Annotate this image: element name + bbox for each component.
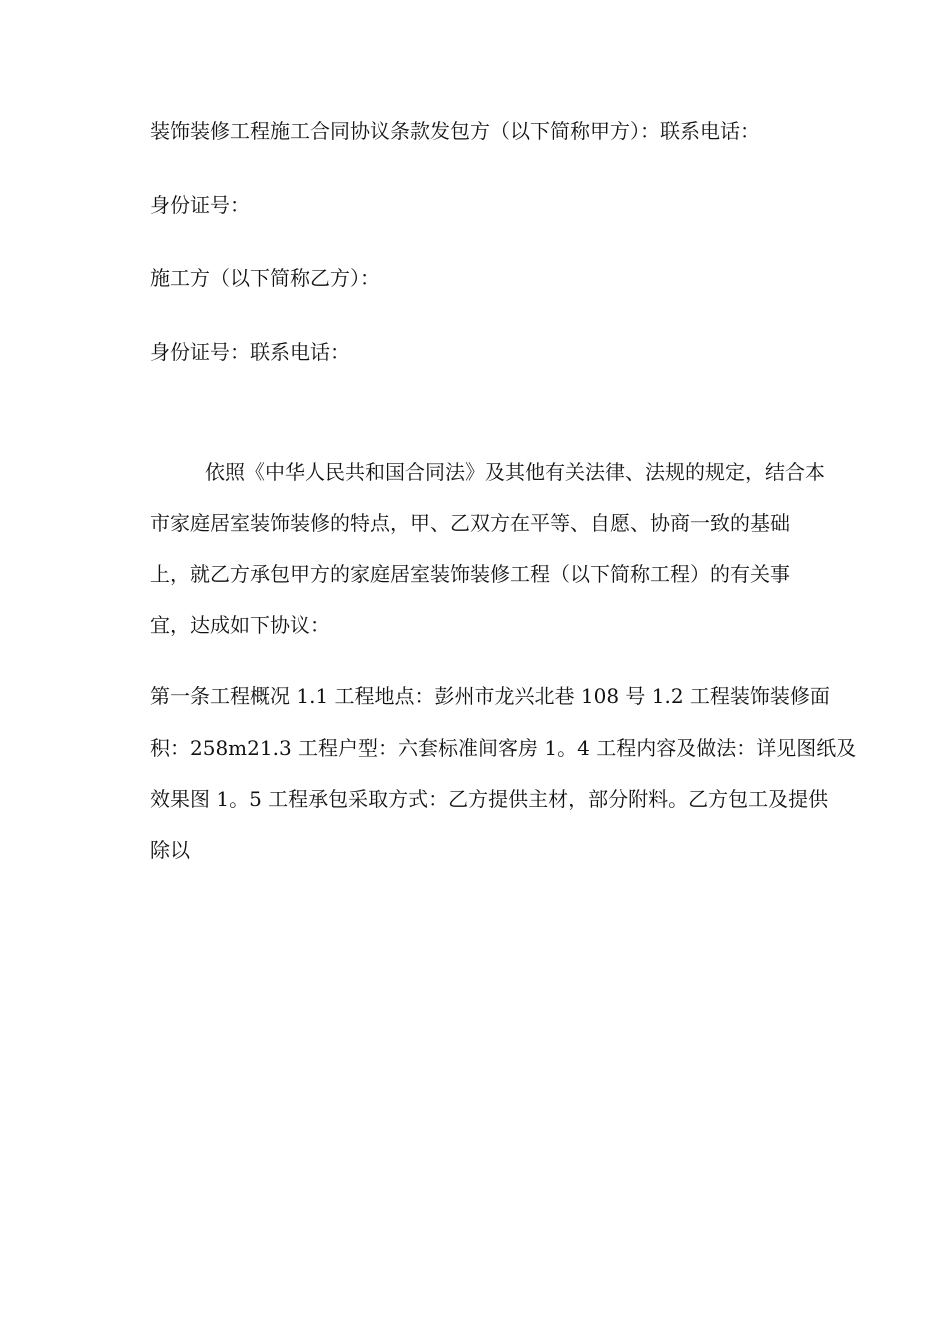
preamble-line: 市家庭居室装饰装修的特点，甲、乙双方在平等、自愿、协商一致的基础	[150, 511, 790, 535]
preamble-line: 上，就乙方承包甲方的家庭居室装饰装修工程（以下简称工程）的有关事	[150, 562, 790, 586]
article-line: 积：258m21.3 工程户型：六套标准间客房 1。4 工程内容及做法：详见图纸及	[150, 736, 857, 760]
article-line: 除以	[150, 838, 190, 862]
contract-title-line: 装饰装修工程施工合同协议条款发包方（以下简称甲方）：联系电话：	[150, 119, 760, 143]
party-b-line: 施工方（以下简称乙方）：	[150, 266, 380, 290]
party-a-id-line: 身份证号：	[150, 193, 250, 217]
party-b-id-phone-line: 身份证号：联系电话：	[150, 340, 350, 364]
article-line: 第一条工程概况 1.1 工程地点：彭州市龙兴北巷 108 号 1.2 工程装饰装修面	[150, 684, 830, 708]
preamble-line: 宜，达成如下协议：	[150, 613, 330, 637]
preamble-line: 依照《中华人民共和国合同法》及其他有关法律、法规的规定，结合本	[205, 460, 825, 484]
article-line: 效果图 1。5 工程承包采取方式：乙方提供主材，部分附料。乙方包工及提供	[150, 787, 829, 811]
